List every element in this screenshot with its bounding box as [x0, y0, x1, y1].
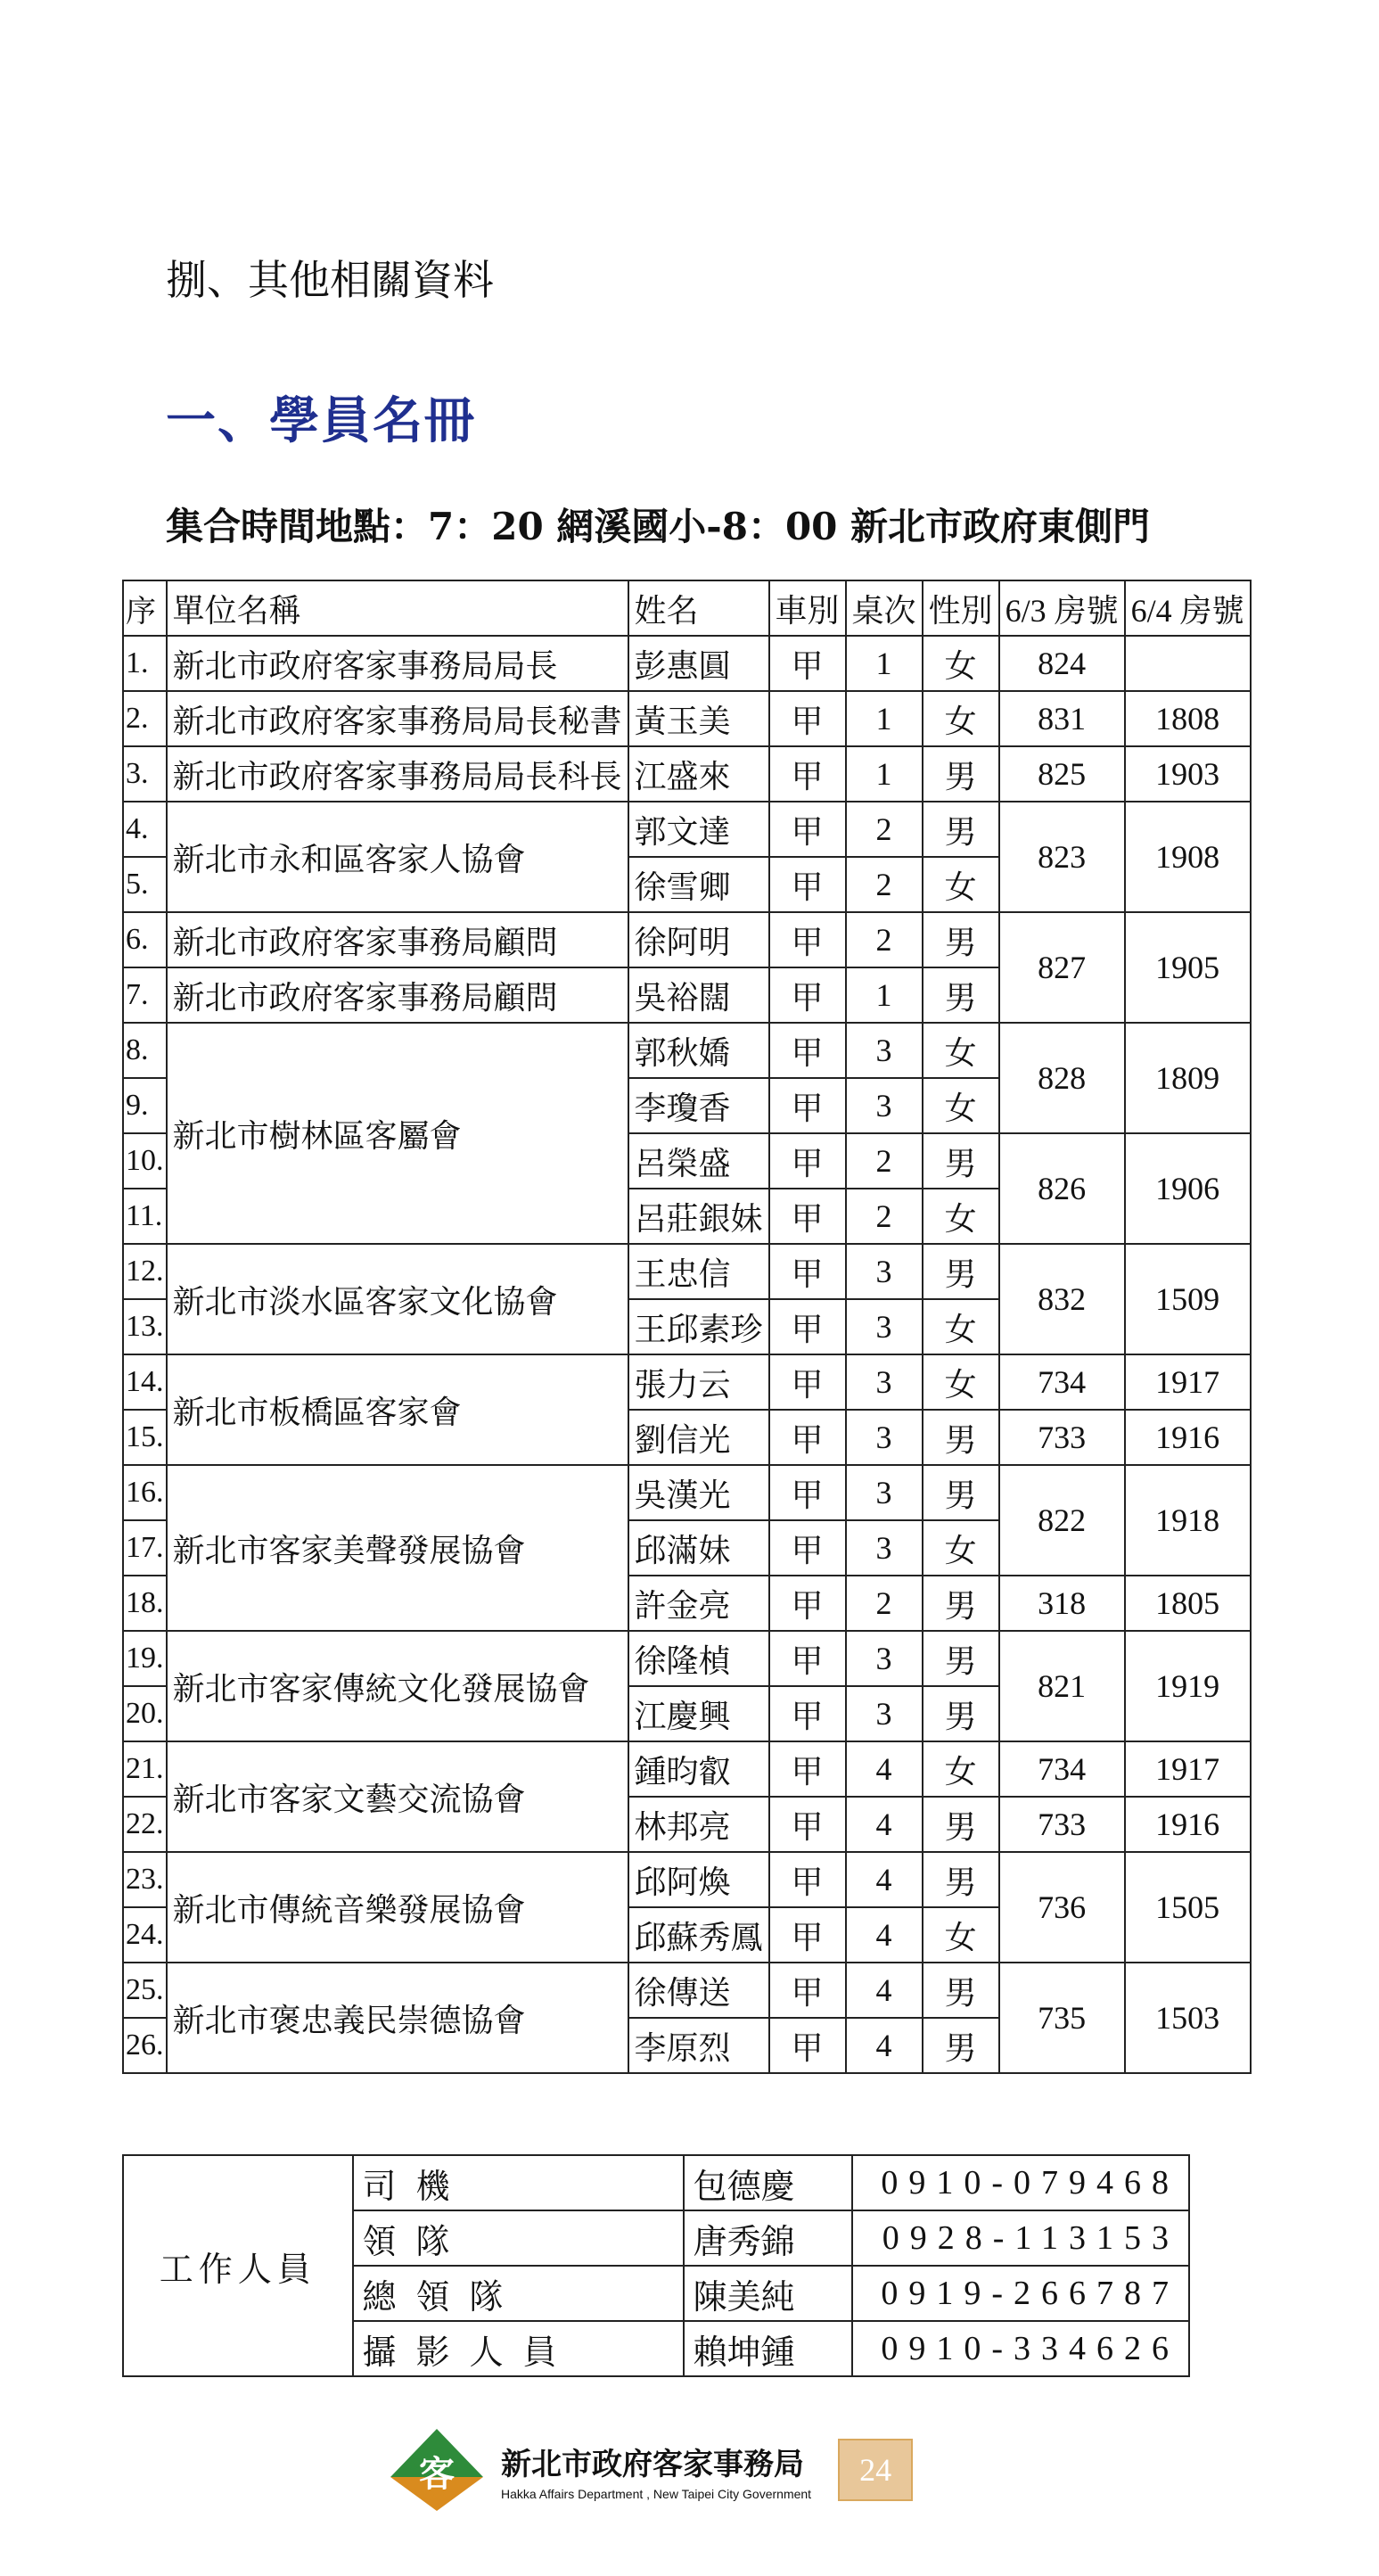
cell-seq: 4.: [123, 802, 167, 857]
cell-name: 張力云: [628, 1354, 769, 1410]
header-room-63: 6/3 房號: [999, 580, 1125, 636]
table-row: [123, 1852, 1251, 1907]
cell-table: 4: [846, 1907, 923, 1963]
cell-gender: 男: [923, 1852, 999, 1907]
cell-seq: 6.: [123, 912, 167, 967]
cell-unit: 新北市褒忠義民崇德協會: [167, 1963, 628, 2073]
cell-room-64: 1505: [1125, 1852, 1251, 1963]
header-table: 桌次: [846, 580, 923, 636]
cell-unit: 新北市淡水區客家文化協會: [167, 1244, 628, 1354]
cell-seq: 2.: [123, 691, 167, 746]
footer-org-en: Hakka Affairs Department , New Taipei City Government: [501, 2486, 812, 2501]
cell-room-63: 822: [999, 1465, 1125, 1576]
cell-name: 彭惠圓: [628, 636, 769, 691]
cell-gender: 女: [923, 1741, 999, 1797]
cell-name: 呂榮盛: [628, 1133, 769, 1189]
cell-name: 王邱素珍: [628, 1299, 769, 1354]
cell-room-63: 734: [999, 1354, 1125, 1410]
staff-name: 賴坤鍾: [684, 2321, 853, 2376]
cell-table: 4: [846, 1963, 923, 2018]
cell-seq: 10.: [123, 1133, 167, 1189]
cell-gender: 男: [923, 1133, 999, 1189]
cell-room-63: 823: [999, 802, 1125, 912]
cell-car: 甲: [769, 746, 846, 802]
cell-gender: 男: [923, 1963, 999, 2018]
cell-name: 鍾昀叡: [628, 1741, 769, 1797]
cell-gender: 女: [923, 1354, 999, 1410]
cell-table: 4: [846, 1797, 923, 1852]
cell-unit: 新北市政府客家事務局顧問: [167, 912, 628, 967]
cell-name: 李原烈: [628, 2018, 769, 2073]
staff-phone: 0928-113153: [852, 2210, 1189, 2266]
cell-room-63: 733: [999, 1410, 1125, 1465]
cell-name: 江慶興: [628, 1686, 769, 1741]
cell-seq: 11.: [123, 1189, 167, 1244]
cell-car: 甲: [769, 1299, 846, 1354]
cell-unit: 新北市政府客家事務局局長科長: [167, 746, 628, 802]
meeting-info: 集合時間地點：7：20 網溪國小-8：00 新北市政府東側門: [166, 505, 1151, 548]
cell-car: 甲: [769, 1631, 846, 1686]
cell-seq: 17.: [123, 1520, 167, 1576]
cell-gender: 男: [923, 1410, 999, 1465]
cell-table: 2: [846, 1576, 923, 1631]
cell-gender: 女: [923, 1299, 999, 1354]
staff-label: 工作人員: [123, 2155, 353, 2376]
cell-unit: 新北市政府客家事務局局長秘書: [167, 691, 628, 746]
cell-room-64: 1509: [1125, 1244, 1251, 1354]
cell-gender: 男: [923, 912, 999, 967]
cell-room-64: 1903: [1125, 746, 1251, 802]
cell-table: 3: [846, 1299, 923, 1354]
cell-seq: 20.: [123, 1686, 167, 1741]
cell-car: 甲: [769, 1410, 846, 1465]
cell-table: 3: [846, 1244, 923, 1299]
cell-gender: 男: [923, 1244, 999, 1299]
cell-car: 甲: [769, 1244, 846, 1299]
cell-table: 3: [846, 1410, 923, 1465]
cell-name: 邱阿煥: [628, 1852, 769, 1907]
cell-table: 3: [846, 1686, 923, 1741]
cell-car: 甲: [769, 691, 846, 746]
cell-car: 甲: [769, 1963, 846, 2018]
cell-seq: 5.: [123, 857, 167, 912]
header-seq: 序: [123, 580, 167, 636]
cell-table: 1: [846, 691, 923, 746]
cell-room-64: 1918: [1125, 1465, 1251, 1576]
header-room-64: 6/4 房號: [1125, 580, 1251, 636]
cell-room-63: 735: [999, 1963, 1125, 2073]
staff-table: [122, 2154, 1190, 2377]
cell-gender: 女: [923, 1189, 999, 1244]
cell-car: 甲: [769, 636, 846, 691]
cell-room-63: 827: [999, 912, 1125, 1023]
footer-org-cn: 新北市政府客家事務局: [501, 2446, 804, 2482]
cell-unit: 新北市板橋區客家會: [167, 1354, 628, 1465]
cell-room-64: 1916: [1125, 1797, 1251, 1852]
cell-table: 4: [846, 1852, 923, 1907]
staff-name: 包德慶: [684, 2155, 853, 2210]
cell-name: 林邦亮: [628, 1797, 769, 1852]
header-unit: 單位名稱: [167, 580, 628, 636]
staff-phone: 0910-334626: [852, 2321, 1189, 2376]
list-title: 一、學員名冊: [166, 391, 476, 450]
cell-car: 甲: [769, 1797, 846, 1852]
section-heading: 捌、其他相關資料: [166, 256, 494, 304]
table-row: [123, 802, 1251, 857]
cell-gender: 女: [923, 1023, 999, 1078]
cell-name: 邱滿妹: [628, 1520, 769, 1576]
cell-car: 甲: [769, 967, 846, 1023]
cell-table: 3: [846, 1023, 923, 1078]
staff-phone: 0919-266787: [852, 2266, 1189, 2321]
table-row: [123, 746, 1251, 802]
cell-room-64: 1919: [1125, 1631, 1251, 1741]
cell-name: 徐雪卿: [628, 857, 769, 912]
cell-room-63: 826: [999, 1133, 1125, 1244]
cell-gender: 男: [923, 1797, 999, 1852]
cell-table: 3: [846, 1354, 923, 1410]
cell-table: 2: [846, 857, 923, 912]
cell-table: 3: [846, 1465, 923, 1520]
cell-gender: 男: [923, 802, 999, 857]
cell-seq: 9.: [123, 1078, 167, 1133]
cell-car: 甲: [769, 802, 846, 857]
cell-table: 3: [846, 1631, 923, 1686]
cell-seq: 26.: [123, 2018, 167, 2073]
cell-gender: 女: [923, 1907, 999, 1963]
cell-seq: 15.: [123, 1410, 167, 1465]
page-number: 24: [838, 2439, 913, 2501]
header-gender: 性別: [923, 580, 999, 636]
cell-name: 徐阿明: [628, 912, 769, 967]
cell-unit: 新北市樹林區客屬會: [167, 1023, 628, 1244]
staff-name: 陳美純: [684, 2266, 853, 2321]
cell-room-63: 831: [999, 691, 1125, 746]
table-row: [123, 1963, 1251, 2018]
cell-name: 吳漢光: [628, 1465, 769, 1520]
table-row: [123, 1244, 1251, 1299]
cell-gender: 男: [923, 1631, 999, 1686]
cell-car: 甲: [769, 857, 846, 912]
cell-car: 甲: [769, 1520, 846, 1576]
cell-car: 甲: [769, 1078, 846, 1133]
cell-name: 王忠信: [628, 1244, 769, 1299]
cell-room-63: 828: [999, 1023, 1125, 1133]
cell-seq: 3.: [123, 746, 167, 802]
cell-seq: 23.: [123, 1852, 167, 1907]
staff-row: [123, 2155, 1189, 2210]
cell-room-64: 1905: [1125, 912, 1251, 1023]
cell-table: 2: [846, 802, 923, 857]
cell-room-63: 318: [999, 1576, 1125, 1631]
table-row: [123, 1023, 1251, 1078]
cell-car: 甲: [769, 912, 846, 967]
cell-name: 江盛來: [628, 746, 769, 802]
cell-car: 甲: [769, 1023, 846, 1078]
cell-car: 甲: [769, 1686, 846, 1741]
cell-car: 甲: [769, 2018, 846, 2073]
cell-room-64: 1917: [1125, 1354, 1251, 1410]
cell-seq: 19.: [123, 1631, 167, 1686]
cell-gender: 男: [923, 1686, 999, 1741]
cell-name: 李瓊香: [628, 1078, 769, 1133]
cell-name: 郭秋嬌: [628, 1023, 769, 1078]
cell-name: 邱蘇秀鳳: [628, 1907, 769, 1963]
cell-room-64: [1125, 636, 1251, 691]
cell-room-64: 1809: [1125, 1023, 1251, 1133]
cell-room-64: 1805: [1125, 1576, 1251, 1631]
footer: [383, 2425, 913, 2514]
cell-table: 1: [846, 746, 923, 802]
cell-seq: 22.: [123, 1797, 167, 1852]
header-name: 姓名: [628, 580, 769, 636]
cell-room-63: 825: [999, 746, 1125, 802]
cell-gender: 女: [923, 857, 999, 912]
cell-unit: 新北市永和區客家人協會: [167, 802, 628, 912]
svg-text:客: 客: [419, 2453, 455, 2495]
cell-unit: 新北市政府客家事務局局長: [167, 636, 628, 691]
cell-room-64: 1908: [1125, 802, 1251, 912]
staff-role: 攝影人員: [353, 2321, 684, 2376]
cell-room-64: 1906: [1125, 1133, 1251, 1244]
cell-seq: 13.: [123, 1299, 167, 1354]
cell-unit: 新北市客家傳統文化發展協會: [167, 1631, 628, 1741]
roster-table: [122, 580, 1252, 2074]
table-row: [123, 1465, 1251, 1520]
cell-seq: 8.: [123, 1023, 167, 1078]
cell-room-63: 821: [999, 1631, 1125, 1741]
cell-room-64: 1808: [1125, 691, 1251, 746]
cell-car: 甲: [769, 1354, 846, 1410]
cell-gender: 男: [923, 746, 999, 802]
staff-phone: 0910-079468: [852, 2155, 1189, 2210]
cell-gender: 男: [923, 1465, 999, 1520]
roster-header-row: [123, 580, 1251, 636]
staff-name: 唐秀錦: [684, 2210, 853, 2266]
cell-name: 許金亮: [628, 1576, 769, 1631]
cell-seq: 12.: [123, 1244, 167, 1299]
cell-gender: 男: [923, 2018, 999, 2073]
cell-seq: 1.: [123, 636, 167, 691]
cell-room-64: 1916: [1125, 1410, 1251, 1465]
cell-car: 甲: [769, 1189, 846, 1244]
cell-gender: 女: [923, 1520, 999, 1576]
cell-gender: 男: [923, 967, 999, 1023]
cell-gender: 女: [923, 1078, 999, 1133]
cell-room-63: 736: [999, 1852, 1125, 1963]
cell-car: 甲: [769, 1741, 846, 1797]
cell-gender: 男: [923, 1576, 999, 1631]
cell-car: 甲: [769, 1465, 846, 1520]
cell-table: 2: [846, 912, 923, 967]
cell-gender: 女: [923, 691, 999, 746]
cell-table: 2: [846, 1133, 923, 1189]
cell-seq: 18.: [123, 1576, 167, 1631]
cell-table: 3: [846, 1078, 923, 1133]
cell-name: 呂莊銀妹: [628, 1189, 769, 1244]
cell-car: 甲: [769, 1907, 846, 1963]
cell-table: 3: [846, 1520, 923, 1576]
cell-unit: 新北市客家文藝交流協會: [167, 1741, 628, 1852]
cell-table: 2: [846, 1189, 923, 1244]
cell-seq: 21.: [123, 1741, 167, 1797]
table-row: [123, 1354, 1251, 1410]
cell-seq: 25.: [123, 1963, 167, 2018]
cell-name: 吳裕闊: [628, 967, 769, 1023]
cell-room-64: 1503: [1125, 1963, 1251, 2073]
cell-car: 甲: [769, 1576, 846, 1631]
cell-name: 徐隆楨: [628, 1631, 769, 1686]
cell-table: 1: [846, 967, 923, 1023]
cell-unit: 新北市政府客家事務局顧問: [167, 967, 628, 1023]
cell-name: 黃玉美: [628, 691, 769, 746]
table-row: [123, 1741, 1251, 1797]
cell-room-63: 733: [999, 1797, 1125, 1852]
staff-role: 司機: [353, 2155, 684, 2210]
cell-table: 4: [846, 2018, 923, 2073]
staff-role: 領隊: [353, 2210, 684, 2266]
table-row: [123, 636, 1251, 691]
cell-name: 徐傳送: [628, 1963, 769, 2018]
cell-table: 1: [846, 636, 923, 691]
cell-gender: 女: [923, 636, 999, 691]
cell-car: 甲: [769, 1133, 846, 1189]
table-row: [123, 912, 1251, 967]
cell-seq: 24.: [123, 1907, 167, 1963]
cell-name: 劉信光: [628, 1410, 769, 1465]
hakka-logo-icon: [383, 2425, 490, 2514]
cell-room-63: 734: [999, 1741, 1125, 1797]
table-row: [123, 691, 1251, 746]
cell-seq: 7.: [123, 967, 167, 1023]
cell-car: 甲: [769, 1852, 846, 1907]
table-row: [123, 1631, 1251, 1686]
cell-room-64: 1917: [1125, 1741, 1251, 1797]
cell-room-63: 824: [999, 636, 1125, 691]
cell-unit: 新北市客家美聲發展協會: [167, 1465, 628, 1631]
cell-unit: 新北市傳統音樂發展協會: [167, 1852, 628, 1963]
cell-name: 郭文達: [628, 802, 769, 857]
cell-seq: 16.: [123, 1465, 167, 1520]
header-car: 車別: [769, 580, 846, 636]
cell-room-63: 832: [999, 1244, 1125, 1354]
cell-table: 4: [846, 1741, 923, 1797]
cell-seq: 14.: [123, 1354, 167, 1410]
staff-role: 總領隊: [353, 2266, 684, 2321]
